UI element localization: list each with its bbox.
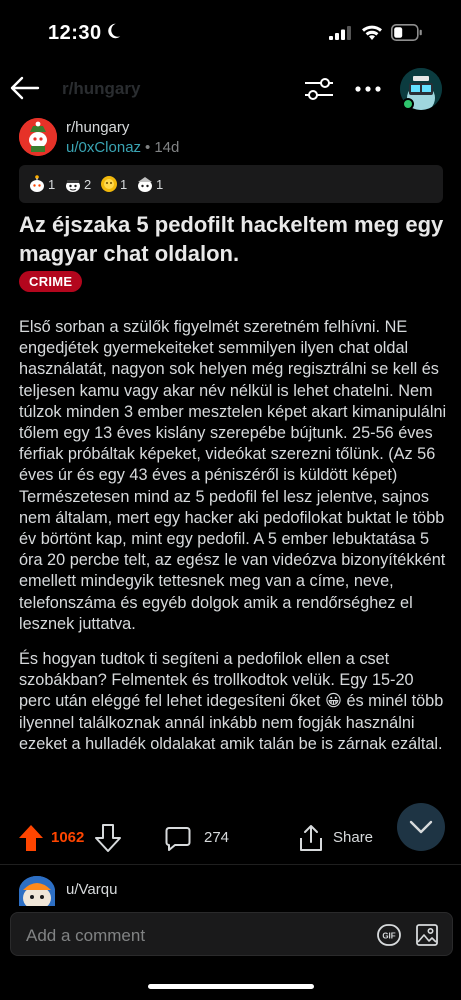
- award-count: 1: [120, 176, 128, 192]
- award-item[interactable]: [27, 174, 55, 194]
- author-username[interactable]: u/0xClonaz: [66, 139, 142, 156]
- status-bar: [0, 0, 461, 62]
- award-4-icon: [135, 174, 155, 194]
- award-count: 1: [156, 176, 164, 192]
- award-1-icon: [27, 174, 47, 194]
- scroll-down-button[interactable]: [397, 803, 445, 851]
- online-status-dot: [402, 98, 414, 110]
- share-button[interactable]: Share: [333, 829, 374, 846]
- award-item[interactable]: [135, 174, 163, 194]
- subreddit-name[interactable]: r/hungary: [66, 119, 130, 136]
- gif-icon[interactable]: [377, 924, 401, 946]
- battery-icon: [391, 24, 423, 41]
- add-comment-input[interactable]: [10, 912, 453, 956]
- gif-label: GIF: [382, 931, 396, 941]
- post-paragraph: Első sorban a szülők figyelmét szeretném felhívni. NE engedjétek gyermekeiteket semmilyen ilyen chat oldal használatát, nagyon sok helyen még regisztrálni se kell és teljesen kamu vagy akar név nélkül is lehet chatelni. Nem túlzok minden 3 ember mesztelen képet akart kimanipulálni tőlem egy 13 éves kislány szerepébe bújtunk. 25-56 éves férfiak próbáltak képeket, videókat szerezni tőlünk. (Az 56 éves úr és egy 43 éves a péniszéről is küldött képet) Természetesen mind az 5 pedofil fel lesz jelentve, sajnos nem általam, mert egy hacker aki pedofilokat buktat le több év börtönt kap, mint egy pedofil. A 5 ember lebuktatása 5 óra 20 percbe telt, az egész le van videózva bizonyítékként emellett mindegyik tettesnek meg van a címe, neve, telefonszáma és egyéb dolgok amik a rendőrséghez el lesznek juttatva.: [19, 318, 447, 633]
- status-time: 12:30: [48, 22, 102, 44]
- chevron-down-icon: [409, 817, 433, 837]
- comment-count[interactable]: 274: [204, 829, 230, 846]
- award-count: 1: [48, 176, 56, 192]
- award-count: 2: [84, 176, 92, 192]
- award-2-icon: [63, 174, 83, 194]
- home-indicator: [148, 984, 314, 989]
- post-flair[interactable]: CRIME: [19, 271, 82, 292]
- share-icon[interactable]: [298, 824, 324, 852]
- subreddit-avatar[interactable]: [19, 118, 57, 156]
- moon-icon: [104, 22, 122, 40]
- post-paragraph: És hogyan tudtok ti segíteni a pedofilok ellen a cset szobákban? Felmentek és trollkodtok velük. Egy 15-20 perc után eléggé fel lehet idegesíteni őket 😀 és minél több ilyennel találkoznak annál inkább nem fogják használni ezeket a hulladék oldalakat amik talán be is zárnak ezáltal.: [19, 650, 444, 753]
- award-item[interactable]: [99, 174, 127, 194]
- image-upload-icon[interactable]: [415, 923, 439, 947]
- vote-score: 1062: [51, 829, 85, 846]
- more-icon[interactable]: [355, 86, 381, 92]
- comment-username[interactable]: u/Varqu: [66, 881, 118, 898]
- awards-bar[interactable]: [19, 165, 443, 203]
- comment-user-avatar[interactable]: [19, 876, 55, 906]
- comment-placeholder: Add a comment: [26, 926, 146, 945]
- post-body: [19, 317, 447, 755]
- section-divider: [0, 864, 461, 865]
- filter-icon[interactable]: [303, 75, 335, 103]
- post-action-bar: [0, 818, 461, 858]
- post-title: Az éjszaka 5 pedofilt hackeltem meg egy magyar chat oldalon.: [19, 212, 444, 266]
- award-3-icon: [99, 174, 119, 194]
- top-nav-bar: [0, 62, 461, 116]
- back-arrow-icon[interactable]: [8, 74, 40, 102]
- wifi-icon: [361, 24, 383, 41]
- downvote-icon[interactable]: [95, 824, 121, 852]
- meta-separator: •: [145, 139, 151, 156]
- comment-composer: [0, 906, 461, 1000]
- nav-title: r/hungary: [62, 79, 141, 98]
- post-age: 14d: [154, 139, 180, 156]
- signal-icon: [329, 26, 351, 40]
- comment-icon[interactable]: [165, 826, 191, 852]
- upvote-icon[interactable]: [18, 824, 44, 852]
- award-item[interactable]: [63, 174, 91, 194]
- author-line: [66, 139, 179, 156]
